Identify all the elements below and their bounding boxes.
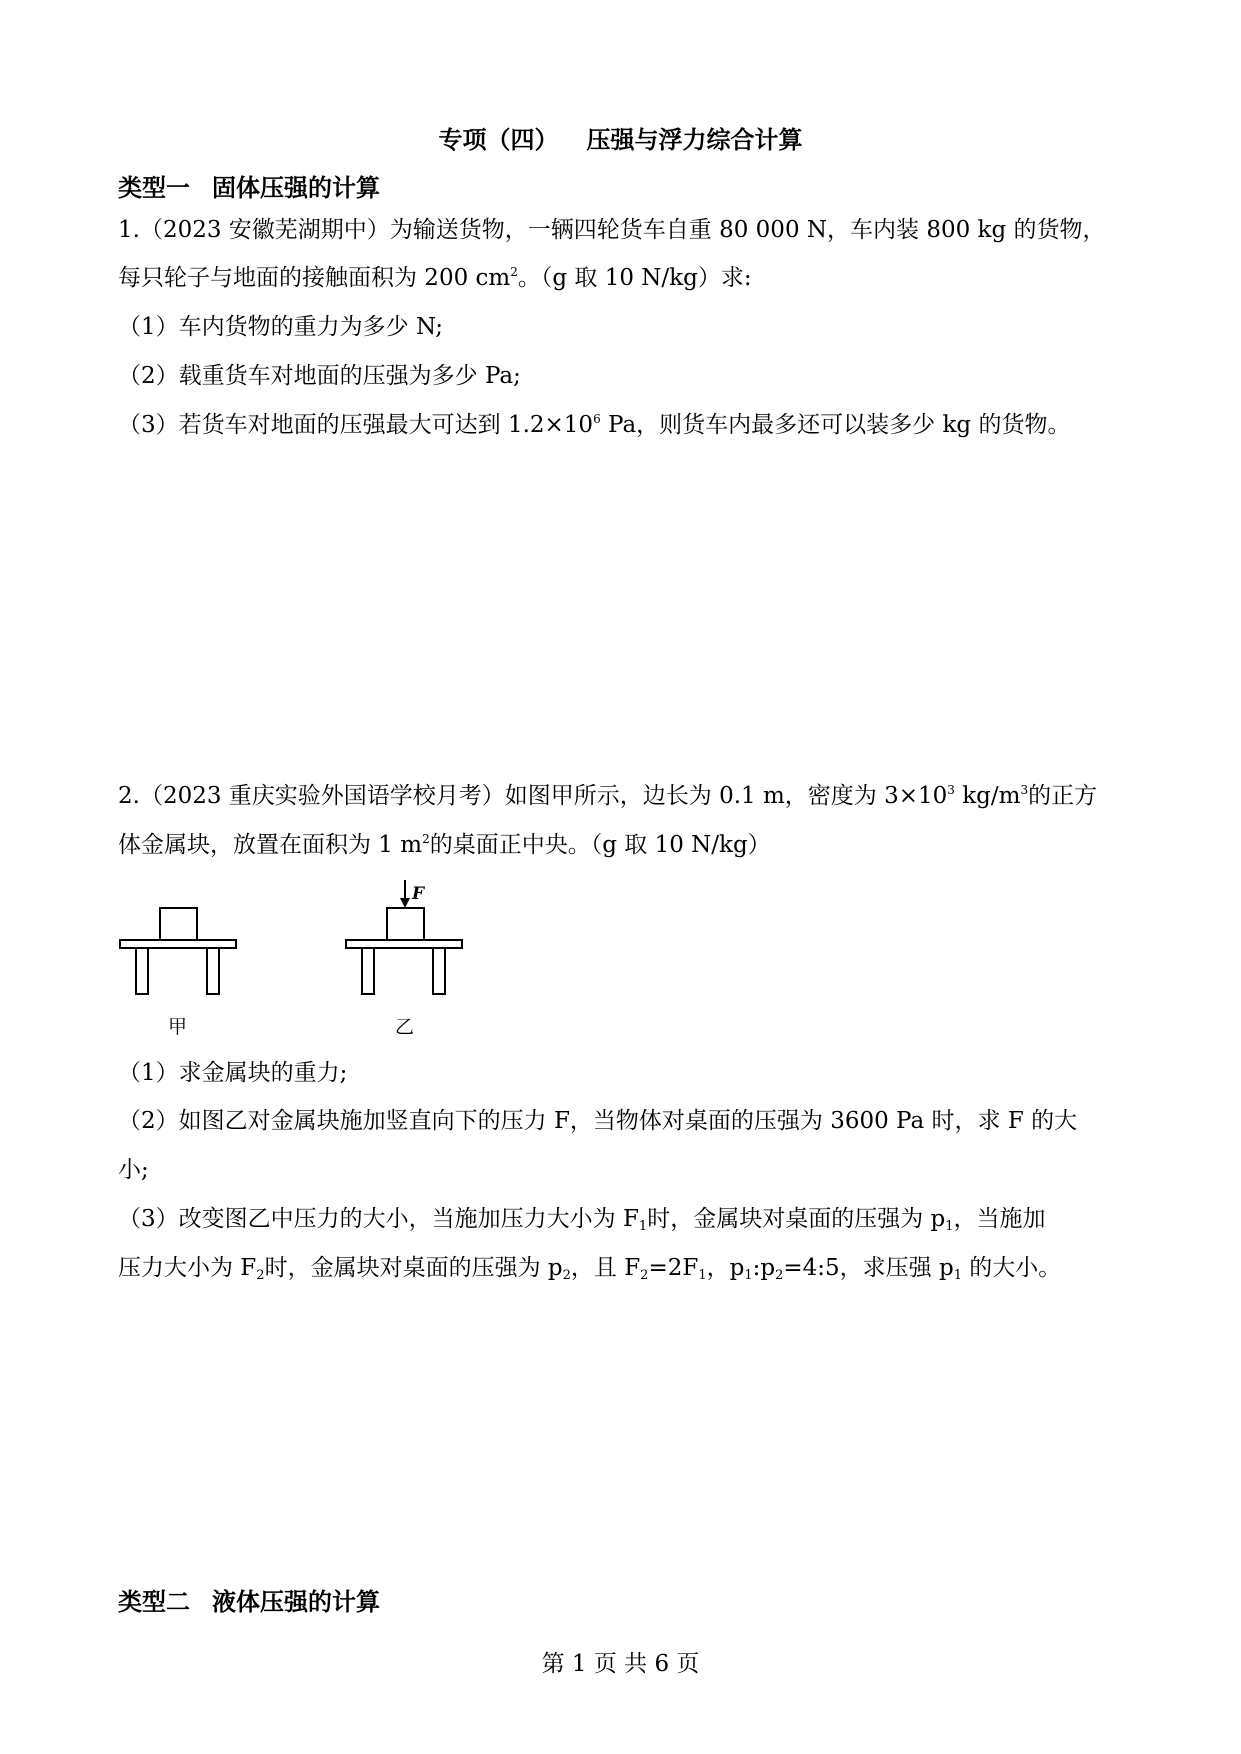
leg-left-jia — [136, 948, 148, 994]
q2-s3-l2h: 的大小。 — [962, 1255, 1062, 1281]
block-jia — [160, 908, 197, 940]
section-heading-1 — [118, 168, 380, 203]
q1-s3b: Pa，则货车内最多还可以装多少 kg 的货物。 — [600, 412, 1071, 438]
q2-l1b: kg/m — [954, 783, 1021, 809]
section-heading-2 — [118, 1582, 380, 1617]
leg-right-jia — [207, 948, 219, 994]
fig-label-yi: 乙 — [395, 1016, 415, 1038]
q2-s3-l2e: ，p — [706, 1255, 745, 1281]
q2-s3-l1-sub2: 1 — [945, 1219, 954, 1234]
q2-s3-l2-sub7: 1 — [953, 1268, 962, 1283]
q2-l1-sup2: 3 — [1020, 783, 1029, 797]
q2-s3-l2g: =4:5，求压强 p — [783, 1255, 954, 1281]
q2-s3-l2-sub5: 1 — [744, 1268, 753, 1283]
q1-s3-sup: 6 — [593, 412, 601, 426]
q2-s3-l1c: ，当施加 — [953, 1206, 1046, 1232]
q2-l2b: 的桌面正中央。（g 取 10 N/kg） — [429, 832, 771, 858]
q1-l2b: 。（g 取 10 N/kg）求: — [517, 265, 752, 291]
section1-label: 类型一 — [118, 174, 190, 202]
q2-s3-l2-sub4: 1 — [698, 1268, 707, 1283]
q2-s3-l1a: （3）改变图乙中压力的大小，当施加压力大小为 F — [118, 1206, 639, 1232]
q2-s3-l2-sub2: 2 — [562, 1268, 571, 1283]
q2-s3-l2-sub6: 2 — [775, 1268, 784, 1283]
q2-sub3-line2 — [118, 1253, 1061, 1283]
q2-sub2-line1: （2）如图乙对金属块施加竖直向下的压力 F，当物体对桌面的压强为 3600 Pa 时，求 F 的大 — [118, 1108, 1078, 1134]
fig-label-jia: 甲 — [168, 1016, 188, 1038]
q1-l2-sup: 2 — [510, 265, 518, 279]
q2-sub3-line1 — [118, 1204, 1046, 1234]
q2-s3-l1-sub1: 1 — [638, 1219, 648, 1234]
q2-s3-l2d: =2F — [648, 1255, 699, 1281]
q2-sub1: （1）求金属块的重力; — [118, 1060, 348, 1086]
leg-right-yi — [433, 948, 445, 994]
q2-sub2-line2: 小; — [118, 1157, 149, 1183]
q2-stem-line2 — [118, 830, 771, 860]
title-part2: 压强与浮力综合计算 — [586, 126, 803, 154]
q2-s3-l2-sub3: 2 — [640, 1268, 649, 1283]
section2-title: 液体压强的计算 — [212, 1588, 380, 1616]
page-title — [0, 120, 1241, 155]
section1-title: 固体压强的计算 — [212, 174, 380, 202]
section2-label: 类型二 — [118, 1588, 190, 1616]
q1-sub3 — [118, 410, 1070, 440]
q1-sub2: （2）载重货车对地面的压强为多少 Pa; — [118, 363, 521, 389]
q1-sub1: （1）车内货物的重力为多少 N; — [118, 314, 443, 340]
figure-jia — [120, 908, 236, 994]
q2-s3-l2a: 压力大小为 F — [118, 1255, 257, 1281]
page-footer: 第 1 页 共 6 页 — [541, 1651, 700, 1677]
force-arrow — [400, 880, 410, 908]
q1-stem-line1: 1.（2023 安徽芜湖期中）为输送货物，一辆四轮货车自重 80 000 N，车内装 800 kg 的货物， — [118, 217, 1106, 243]
title-part1: 专项（四） — [438, 126, 559, 154]
q2-stem-line1 — [118, 781, 1097, 811]
q1-l2a: 每只轮子与地面的接触面积为 200 cm — [118, 265, 511, 291]
q2-s3-l2f: :p — [752, 1255, 776, 1281]
leg-left-yi — [362, 948, 374, 994]
force-label: F — [412, 884, 425, 904]
q2-l1a: 2.（2023 重庆实验外国语学校月考）如图甲所示，边长为 0.1 m，密度为 3×10 — [118, 783, 948, 809]
q2-l1-sup1: 3 — [947, 783, 955, 797]
q1-s3a: （3）若货车对地面的压强最大可达到 1.2×10 — [118, 412, 594, 438]
q2-s3-l1b: 时，金属块对桌面的压强为 p — [647, 1206, 946, 1232]
q2-l1c: 的正方 — [1028, 783, 1098, 809]
q2-s3-l2c: ，且 F — [570, 1255, 641, 1281]
q2-l2-sup: 2 — [422, 832, 430, 846]
q2-l2a: 体金属块，放置在面积为 1 m — [118, 832, 423, 858]
tabletop-jia — [120, 940, 236, 948]
tabletop-yi — [346, 940, 462, 948]
block-yi — [387, 908, 424, 940]
q2-s3-l2b: 时，金属块对桌面的压强为 p — [264, 1255, 563, 1281]
q1-stem-line2 — [118, 263, 752, 293]
figure-yi — [346, 908, 462, 994]
q2-s3-l2-sub1: 2 — [256, 1268, 265, 1283]
table-figure — [110, 880, 480, 1040]
